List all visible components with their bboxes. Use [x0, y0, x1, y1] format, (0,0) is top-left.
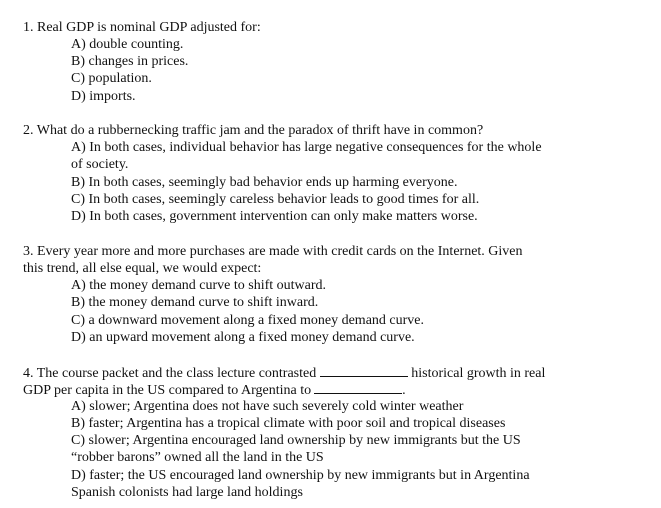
question-3-stem-line2: this trend, all else equal, we would expect:	[23, 261, 262, 276]
question-2-option-b: B) In both cases, seemingly bad behavior ends up harming everyone.	[71, 175, 458, 190]
question-3-option-b: B) the money demand curve to shift inward.	[71, 295, 319, 310]
answer-blank-1	[320, 363, 408, 377]
question-4-option-a: A) slower; Argentina does not have such severely cold winter weather	[71, 399, 464, 414]
question-4-option-d-line2: Spanish colonists had large land holdings	[71, 485, 303, 500]
question-1-option-a: A) double counting.	[71, 37, 184, 52]
question-1-stem: 1. Real GDP is nominal GDP adjusted for:	[23, 20, 261, 35]
question-3-option-c: C) a downward movement along a fixed money demand curve.	[71, 313, 425, 328]
question-4-stem-line1-text: 4. The course packet and the class lecture contrasted	[23, 366, 317, 381]
question-4-stem-line1	[23, 363, 545, 380]
question-2-stem: 2. What do a rubbernecking traffic jam and the paradox of thrift have in common?	[23, 123, 484, 138]
question-2-option-d: D) In both cases, government intervention can only make matters worse.	[71, 209, 478, 224]
question-4-stem-line2-period: .	[402, 383, 406, 398]
question-1-option-d: D) imports.	[71, 89, 136, 104]
question-3-option-d: D) an upward movement along a fixed money demand curve.	[71, 330, 415, 345]
question-4-stem-line2	[23, 380, 406, 397]
question-3-stem-line1: 3. Every year more and more purchases are made with credit cards on the Internet. Given	[23, 244, 523, 259]
question-2-option-a-line1: A) In both cases, individual behavior has large negative consequences for the whole	[71, 140, 542, 155]
question-4-stem-line2-text: GDP per capita in the US compared to Argentina to	[23, 383, 312, 398]
answer-blank-2	[314, 380, 402, 394]
question-4-option-c-line2: “robber barons” owned all the land in the US	[71, 450, 324, 465]
question-2-option-c: C) In both cases, seemingly careless behavior leads to good times for all.	[71, 192, 480, 207]
question-3-option-a: A) the money demand curve to shift outward.	[71, 278, 327, 293]
question-4-stem-line1-tail: historical growth in real	[411, 366, 546, 381]
question-1-option-c: C) population.	[71, 71, 152, 86]
question-2-option-a-line2: of society.	[71, 157, 129, 172]
question-4-option-c-line1: C) slower; Argentina encouraged land ownership by new immigrants but the US	[71, 433, 521, 448]
question-4-option-d-line1: D) faster; the US encouraged land ownership by new immigrants but in Argentina	[71, 468, 530, 483]
question-4-option-b: B) faster; Argentina has a tropical climate with poor soil and tropical diseases	[71, 416, 506, 431]
question-1-option-b: B) changes in prices.	[71, 54, 189, 69]
